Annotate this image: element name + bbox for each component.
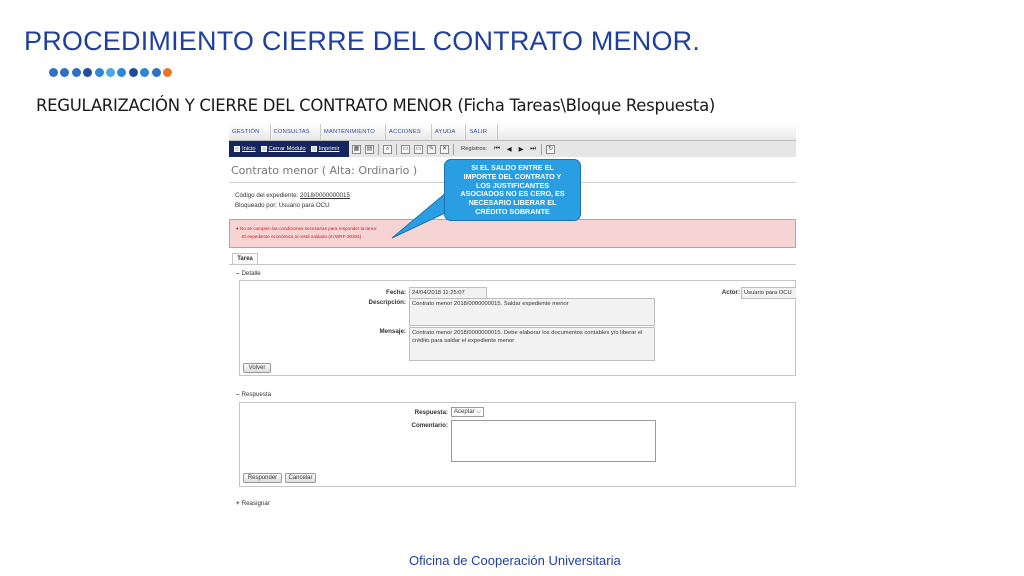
callout-box xyxy=(444,159,581,221)
callout-line: NECESARIO LIBERAR EL xyxy=(468,198,557,208)
document-icon[interactable]: ▭ xyxy=(402,145,409,152)
slide-title: PROCEDIMIENTO CIERRE DEL CONTRATO MENOR. xyxy=(24,26,701,56)
reasignar-section-header[interactable] xyxy=(236,500,270,507)
bloqueado-value: Usuario para OCU xyxy=(278,201,330,209)
close-module-icon xyxy=(261,146,267,152)
menu-salir[interactable]: SALIR xyxy=(466,124,498,141)
toolbar xyxy=(229,141,796,157)
comentario-label: Comentario: xyxy=(411,422,448,429)
descripcion-value: Contrato menor 2018/0000000015. Saldar expediente menor xyxy=(409,298,655,326)
previous-record-icon[interactable]: ◀ xyxy=(506,146,512,153)
comentario-textarea[interactable] xyxy=(451,420,656,462)
callout-line: SI EL SALDO ENTRE EL xyxy=(471,163,554,172)
footer: Oficina de Cooperación Universitaria xyxy=(409,553,621,568)
respuesta-select-value: Aceptar xyxy=(454,409,475,415)
imprimir-link[interactable] xyxy=(311,146,340,152)
collapse-icon[interactable]: – xyxy=(236,391,240,398)
cerrar-modulo-link[interactable] xyxy=(261,146,306,152)
toolbar-separator xyxy=(453,144,454,155)
home-icon xyxy=(234,146,240,152)
error-line: El expediente económico no está saldado (m:WRF-30304) xyxy=(242,234,362,239)
last-record-icon[interactable]: ⏭ xyxy=(530,145,537,152)
cancelar-button[interactable]: Cancelar xyxy=(285,473,316,483)
expediente-label: Código del expediente: xyxy=(235,192,299,199)
respuesta-label: Respuesta: xyxy=(414,409,448,416)
chevron-down-icon: ⌵ xyxy=(476,409,481,415)
error-line: ● No se cumplen las condiciones necesarias para responder la tarea: xyxy=(236,226,378,231)
menu-acciones[interactable]: ACCIONES xyxy=(386,124,432,141)
toolbar-tools xyxy=(349,141,796,157)
menu-consultas[interactable]: CONSULTAS xyxy=(271,124,321,141)
callout-line: CRÉDITO SOBRANTE xyxy=(475,206,550,216)
toolbar-separator xyxy=(396,144,397,155)
callout-line: LOS JUSTIFICANTES xyxy=(475,180,550,190)
reasignar-title: Reasignar xyxy=(241,500,270,507)
search-icon[interactable]: ⌕ xyxy=(383,145,392,154)
print-icon xyxy=(311,146,317,152)
respuesta-select[interactable] xyxy=(451,407,484,417)
decorative-dot xyxy=(60,68,69,77)
toolbar-separator xyxy=(378,144,379,155)
decorative-dot xyxy=(163,68,172,77)
decorative-dot xyxy=(152,68,161,77)
page-title: Contrato menor ( Alta: Ordinario ) xyxy=(231,164,418,177)
decorative-dot xyxy=(106,68,115,77)
toolbar-separator xyxy=(541,144,542,155)
imprimir-label: Imprimir xyxy=(318,146,340,152)
callout-line: ASOCIADOS NO ES CERO, ES xyxy=(460,189,565,199)
edit-icon[interactable]: ✎ xyxy=(428,145,435,152)
slide-subtitle: REGULARIZACIÓN Y CIERRE DEL CONTRATO MENOR (Ficha Tareas\Bloque Respuesta) xyxy=(36,96,716,115)
detalle-panel xyxy=(239,280,796,376)
menu-ayuda[interactable]: AYUDA xyxy=(432,124,467,141)
decorative-dot xyxy=(129,68,138,77)
decorative-dot xyxy=(140,68,149,77)
respuesta-title: Respuesta xyxy=(241,391,272,398)
decorative-dot xyxy=(72,68,81,77)
volver-button[interactable]: Volver xyxy=(243,363,271,373)
error-box xyxy=(229,219,796,248)
expand-icon[interactable]: + xyxy=(236,500,240,507)
descripcion-label: Descripción: xyxy=(368,299,406,306)
excel-icon[interactable]: ▦ xyxy=(353,145,360,152)
inicio-link[interactable] xyxy=(234,146,256,152)
menu-mantenimiento[interactable]: MANTENIMIENTO xyxy=(321,124,386,141)
fecha-value: 24/04/2018 11:25:07 xyxy=(409,287,487,299)
actor-label: Actor: xyxy=(721,289,740,296)
copy-icon[interactable]: ▭ xyxy=(415,145,422,152)
delete-icon[interactable]: ✕ xyxy=(441,145,448,152)
decorative-dot xyxy=(83,68,92,77)
bloqueado-row xyxy=(235,201,350,211)
actor-value: Usuario para OCU xyxy=(741,287,796,299)
tab-divider xyxy=(229,264,796,265)
next-record-icon[interactable]: ▶ xyxy=(518,146,524,153)
expediente-row xyxy=(235,191,350,201)
menu-gestion[interactable]: GESTIÓN xyxy=(229,124,271,141)
responder-button[interactable]: Responder xyxy=(243,473,282,483)
decorative-dots xyxy=(49,68,172,77)
refresh-icon[interactable]: ↻ xyxy=(548,145,554,152)
callout-line: IMPORTE DEL CONTRATO Y xyxy=(463,171,562,181)
save-icon[interactable]: ▤ xyxy=(366,145,373,152)
decorative-dot xyxy=(49,68,58,77)
inicio-label: Inicio xyxy=(242,146,256,152)
cerrar-modulo-label: Cerrar Módulo xyxy=(268,146,306,152)
decorative-dot xyxy=(95,68,104,77)
decorative-dot xyxy=(117,68,126,77)
mensaje-label: Mensaje: xyxy=(379,328,406,335)
menu-bar xyxy=(229,124,796,141)
bloqueado-label: Bloqueado por: xyxy=(235,201,277,209)
respuesta-section-header[interactable] xyxy=(236,391,271,398)
expediente-info xyxy=(235,191,350,210)
respuesta-panel xyxy=(239,402,796,487)
expediente-link[interactable]: 2018/0000000015 xyxy=(300,192,350,199)
detalle-title: Detalle xyxy=(241,270,261,277)
tab-tarea[interactable]: Tarea xyxy=(232,253,258,264)
fecha-label: Fecha: xyxy=(386,289,406,296)
registros-label: Registros: xyxy=(461,146,488,152)
mensaje-value: Contrato menor 2018/0000000015. Debe elaborar los documentos contables y/o liberar el crédito para saldar el expediente menor xyxy=(409,327,655,361)
first-record-icon[interactable]: ⏮ xyxy=(494,145,501,152)
collapse-icon[interactable]: – xyxy=(236,270,240,277)
detalle-section-header[interactable] xyxy=(236,270,261,277)
